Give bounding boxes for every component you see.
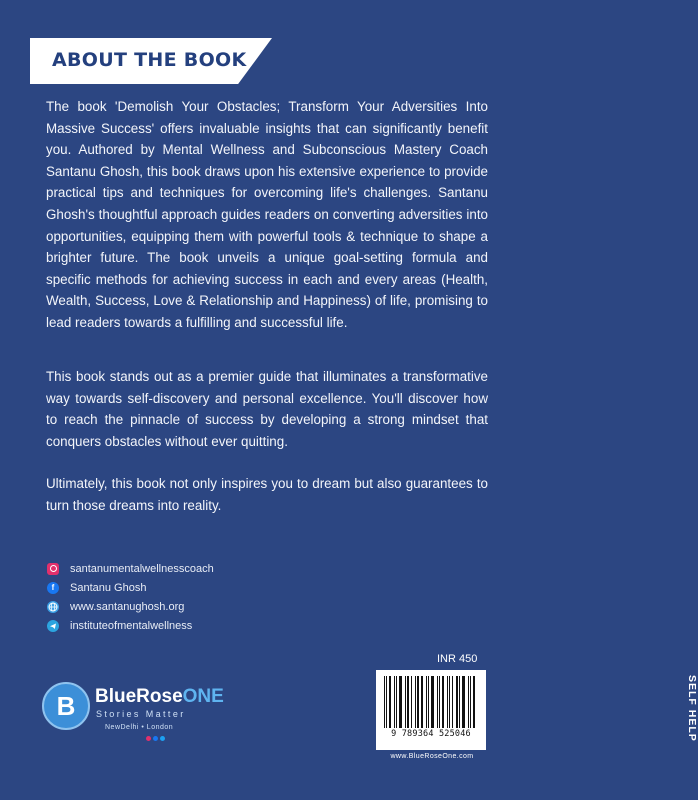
- social-item-website[interactable]: [47, 597, 214, 616]
- social-label: instituteofmentalwellness: [70, 619, 193, 632]
- barcode-bar: [399, 676, 402, 728]
- publisher-social-icons: [146, 736, 165, 741]
- description-paragraph-2: This book stands out as a premier guide that illuminates a transformative way towards self-discovery and personal excellence. You'll discover how to reach the pinnacle of success by developing a strong mindset that conquers obstacles without ever quitting.: [46, 369, 488, 449]
- logo-emblem-icon: B: [42, 682, 90, 730]
- instagram-icon: [47, 563, 59, 575]
- barcode-bar: [439, 676, 440, 728]
- page-title: ABOUT THE BOOK: [52, 49, 247, 71]
- barcode-bar: [437, 676, 438, 728]
- telegram-icon: [47, 620, 59, 632]
- social-links: [47, 559, 214, 635]
- social-item-instagram[interactable]: [47, 559, 214, 578]
- barcode-bar: [452, 676, 453, 728]
- social-label: Santanu Ghosh: [70, 581, 147, 594]
- barcode-bar: [421, 676, 423, 728]
- barcode-bar: [386, 676, 387, 728]
- globe-icon: [47, 601, 59, 613]
- social-label: santanumentalwellnesscoach: [70, 562, 214, 575]
- barcode-bar: [447, 676, 448, 728]
- isbn-number: 9 789364 525046: [391, 729, 471, 739]
- isbn-barcode: [376, 670, 486, 750]
- barcode-bar: [473, 676, 475, 728]
- publisher-name: BlueRoseONE: [95, 686, 224, 707]
- barcode-bar: [407, 676, 409, 728]
- barcode-bar: [405, 676, 406, 728]
- barcode-bar: [428, 676, 429, 728]
- social-item-facebook[interactable]: [47, 578, 214, 597]
- barcode-bar: [462, 676, 465, 728]
- social-label: www.santanughosh.org: [70, 600, 185, 613]
- barcode-bar: [411, 676, 412, 728]
- social-item-telegram[interactable]: [47, 616, 214, 635]
- barcode-bar: [394, 676, 395, 728]
- facebook-icon: f: [47, 582, 59, 594]
- barcode-bar: [431, 676, 434, 728]
- barcode-bar: [442, 676, 444, 728]
- barcode-bar: [417, 676, 419, 728]
- publisher-tagline: Stories Matter: [96, 709, 186, 719]
- description-paragraph-3: Ultimately, this book not only inspires you to dream but also guarantees to turn those dreams into reality.: [46, 476, 488, 513]
- barcode-bar: [470, 676, 471, 728]
- barcode-bar: [456, 676, 458, 728]
- price-label: INR 450: [437, 653, 478, 665]
- twitter-icon: [160, 736, 165, 741]
- barcode-bars: [384, 676, 478, 728]
- facebook-icon: [153, 736, 158, 741]
- publisher-cities: NewDelhi • London: [105, 724, 174, 731]
- category-label: SELF HELP: [686, 675, 698, 742]
- barcode-bar: [449, 676, 450, 728]
- barcode-bar: [459, 676, 460, 728]
- barcode-bar: [426, 676, 427, 728]
- barcode-bar: [468, 676, 469, 728]
- description-paragraph-1: The book 'Demolish Your Obstacles; Transform Your Adversities Into Massive Success' offers invaluable insights that can significantly benefit you. Authored by Mental Wellness and Subconscious Mastery Coach Santanu Ghosh, this book draws upon his extensive experience to provide practical tips and techniques for overcoming life's challenges. Santanu Ghosh's thoughtful approach guides readers on converting adversities into opportunities, equipping them with powerful tools & technique to shape a brighter future. The book unveils a unique goal-setting formula and specific methods for achieving success in each and every areas (Health, Wealth, Success, Love & Relationship and Happiness) of life, promising to lead readers towards a fulfilling and successful life.: [46, 99, 488, 330]
- barcode-bar: [384, 676, 385, 728]
- barcode-bar: [389, 676, 391, 728]
- publisher-website: www.BlueRoseOne.com: [390, 753, 474, 760]
- publisher-logo: [42, 682, 242, 742]
- barcode-bar: [396, 676, 397, 728]
- barcode-bar: [415, 676, 416, 728]
- instagram-icon: [146, 736, 151, 741]
